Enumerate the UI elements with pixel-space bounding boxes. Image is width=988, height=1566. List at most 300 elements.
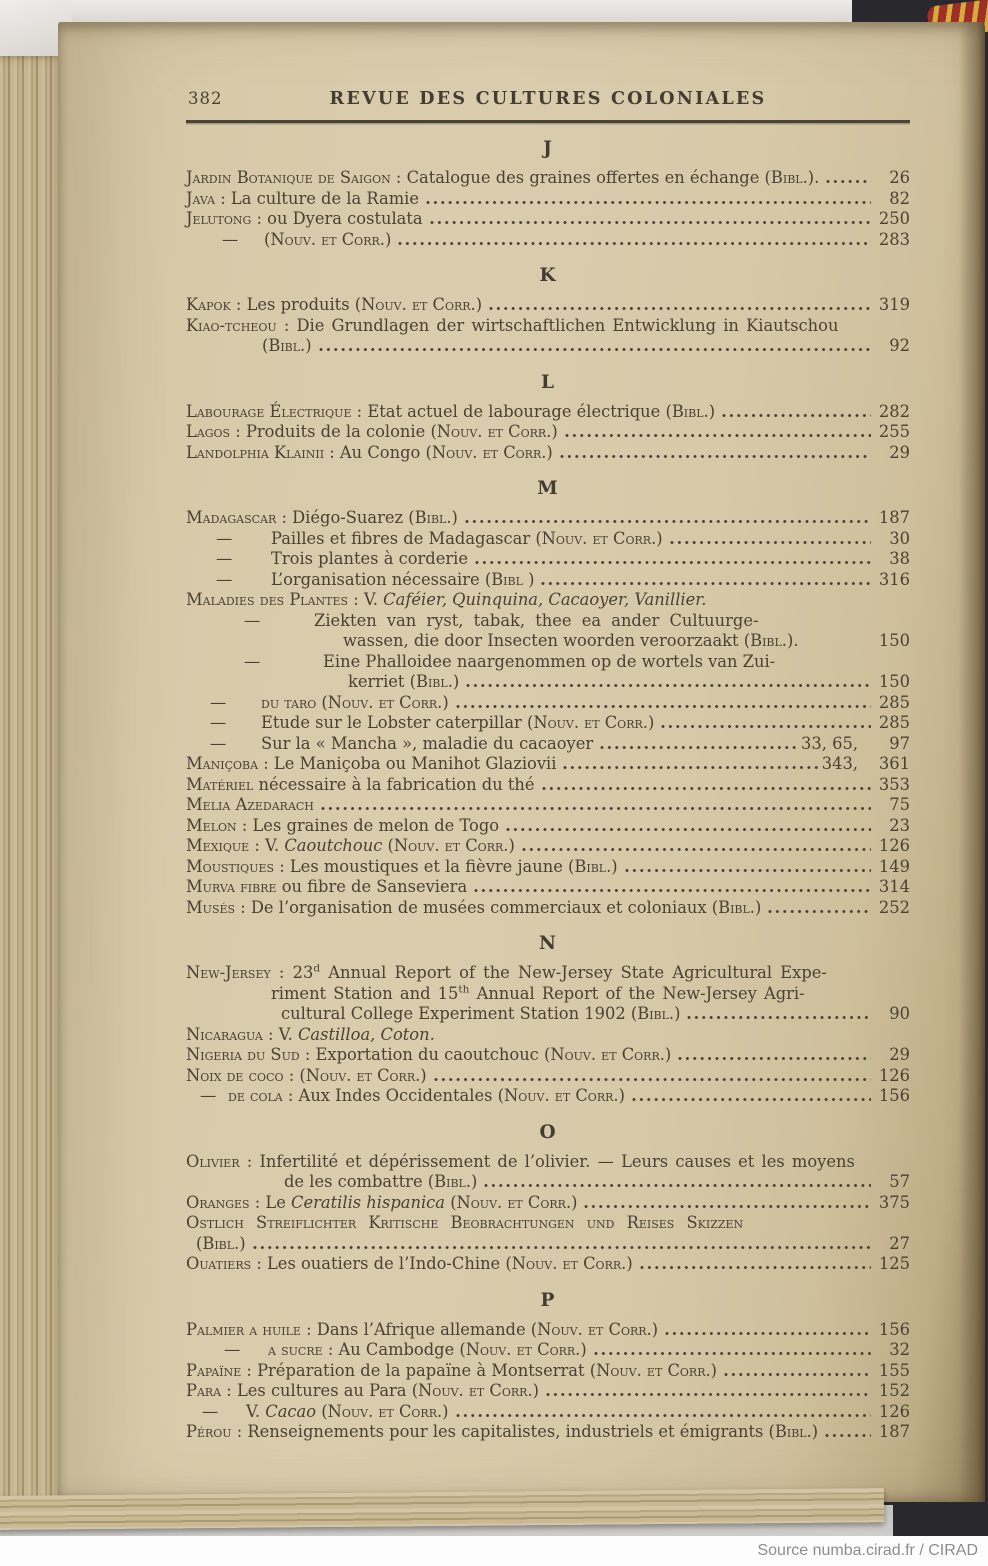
- page-number: 156: [878, 1086, 910, 1105]
- page-number: 57: [889, 1172, 910, 1191]
- index-entry-line: [186, 336, 910, 357]
- entry-segment: Olivier: [186, 1151, 240, 1171]
- entry-segment: Jelutong: [186, 209, 252, 228]
- dot-leader: [429, 219, 871, 226]
- entry-segment: :: [283, 1065, 300, 1085]
- page-number: 361: [878, 754, 910, 773]
- entry-segment: : 23: [270, 963, 314, 982]
- entry-segment: : V.: [249, 836, 285, 855]
- index-entry-line: [186, 422, 910, 443]
- entry-segment: (Bibl.): [768, 1422, 819, 1441]
- dot-leader: [599, 744, 798, 751]
- dot-leader: [505, 826, 871, 833]
- entry-segment: Palmier a huile: [186, 1319, 301, 1339]
- index-entry-line: [186, 402, 910, 423]
- entry-text: [186, 1320, 658, 1341]
- section-heading-K: K: [539, 265, 557, 286]
- section-heading-O: O: [539, 1121, 557, 1143]
- journal-title: REVUE DES CULTURES COLONIALES: [329, 88, 767, 109]
- entry-segment: Annual Report of the New-Jersey Agri-: [469, 983, 805, 1003]
- dot-leader: [397, 240, 871, 247]
- page-number: 285: [878, 692, 910, 712]
- dot-leader: [721, 412, 871, 419]
- entry-text: [271, 529, 663, 550]
- dash-marker: —: [244, 651, 261, 671]
- folio-page-number: 382: [188, 89, 223, 108]
- page-number: 314: [878, 877, 910, 896]
- index-entry-line: [186, 611, 910, 632]
- page-number: 125: [878, 1254, 910, 1273]
- index-entry-line: [186, 590, 910, 611]
- entry-segment: Pérou: [186, 1422, 232, 1441]
- entry-segment: Sur la « Mancha », maladie du cacaoyer: [261, 733, 594, 753]
- dot-leader: [825, 178, 871, 185]
- page-number: 92: [889, 336, 910, 355]
- entry-text: [264, 230, 391, 251]
- entry-text: [186, 1045, 671, 1066]
- entry-segment: Ostlich Streiflichter Kritische Beobrachtungen und Reises Skizzen: [186, 1213, 744, 1232]
- entry-segment: a sucre: [268, 1340, 323, 1359]
- entry-segment: Melia Azedarach: [186, 795, 314, 814]
- entry-text: [284, 1172, 477, 1193]
- entry-segment: L’organisation nécessaire: [271, 569, 485, 589]
- page-number: 150: [878, 631, 910, 650]
- running-header: [186, 88, 910, 113]
- entry-text: [271, 549, 468, 570]
- entry-text: [196, 1234, 246, 1255]
- dash-marker: —: [216, 549, 233, 568]
- page-number: 32: [889, 1340, 910, 1359]
- entry-segment: : Infertilité et dépérissement de l’olivier. — Leurs causes et les moyens: [239, 1151, 855, 1171]
- entry-text: [186, 1066, 427, 1087]
- index-entry-line: [186, 209, 910, 230]
- entry-segment: Landolphia Klainii: [186, 442, 325, 462]
- superscript-text: th: [458, 983, 470, 996]
- dot-leader: [545, 1391, 871, 1398]
- page-number: 156: [878, 1319, 910, 1339]
- entry-segment: (Nouv. et Corr.): [430, 422, 558, 441]
- index-entry-line: [186, 295, 910, 316]
- entry-segment: Melon: [186, 815, 237, 835]
- entry-segment: New-Jersey: [186, 963, 271, 982]
- entry-segment: (Nouv. et Corr.): [543, 1045, 672, 1064]
- entry-text: [186, 1381, 539, 1402]
- index-entry-line: [186, 877, 910, 898]
- index-entry-line: [186, 1361, 910, 1382]
- entry-text: [262, 336, 312, 357]
- entry-text: [261, 713, 654, 734]
- entry-text: [186, 590, 706, 611]
- entry-segment: Nicaragua: [186, 1024, 263, 1044]
- page-number: 187: [878, 1422, 910, 1441]
- entry-segment: V.: [246, 1401, 266, 1421]
- watermark-bar: [0, 1536, 988, 1566]
- entry-segment: Mexique: [186, 836, 250, 855]
- dash-marker: —: [224, 1340, 241, 1359]
- entry-segment: (Bibl.): [568, 856, 618, 876]
- page-number: 255: [878, 422, 910, 441]
- entry-segment: (Bibl.): [408, 508, 458, 527]
- page-number: 353: [878, 774, 910, 794]
- entry-text: [186, 209, 423, 230]
- page-number: 319: [878, 295, 910, 314]
- dot-leader: [474, 559, 871, 566]
- page-number: 285: [878, 713, 910, 732]
- entry-text: [186, 775, 535, 796]
- index-entry-line: [186, 754, 910, 775]
- entry-segment: Kiao-tcheou: [186, 315, 277, 335]
- italic-text: Ceratilis hispanica: [291, 1192, 451, 1212]
- entry-segment: (Nouv. et Corr.): [387, 836, 515, 855]
- italic-text: Cacao: [265, 1401, 322, 1421]
- page-number: 155: [878, 1360, 910, 1380]
- dot-leader: [483, 1182, 871, 1189]
- index-entry-line: [186, 1025, 910, 1046]
- page-number: 30: [889, 528, 910, 548]
- entry-segment: : Le: [249, 1192, 292, 1212]
- entry-segment: : Les produits: [230, 295, 355, 314]
- index-entry-line: [186, 316, 910, 337]
- entry-segment: Madagascar: [186, 508, 277, 527]
- dot-leader: [521, 846, 871, 853]
- entry-segment: Etude sur le Lobster caterpillar: [261, 713, 527, 732]
- entry-segment: : Exportation du caoutchouc: [299, 1045, 544, 1064]
- entry-segment: : Les graines de melon de Togo: [236, 815, 500, 835]
- dash-marker: —: [244, 610, 261, 630]
- entry-segment: (Nouv. et Corr.): [425, 442, 553, 462]
- index-entry-line: [186, 984, 910, 1005]
- dot-leader: [559, 453, 871, 460]
- entry-segment: (Bibl.): [427, 1172, 478, 1191]
- page-number: 250: [878, 209, 910, 228]
- dash-marker: —: [200, 1086, 217, 1105]
- entry-text: [186, 1152, 855, 1173]
- dash-marker: —: [210, 692, 227, 712]
- index-entry-line: [186, 1340, 910, 1361]
- dash-marker: —: [210, 713, 227, 732]
- entry-segment: : Dans l’Afrique allemande: [300, 1319, 531, 1339]
- dot-leader: [465, 682, 871, 689]
- entry-text: [261, 734, 593, 755]
- entry-segment: Nigeria du Sud: [186, 1045, 300, 1064]
- dot-leader: [455, 1412, 871, 1419]
- page-number: 375: [878, 1192, 910, 1212]
- entry-text: [228, 1086, 625, 1107]
- watermark-text: Source numba.cirad.fr / CIRAD: [757, 1542, 978, 1559]
- entry-segment: riment Station and 15: [271, 983, 459, 1003]
- entry-text: [343, 631, 799, 652]
- entry-text: [186, 1254, 633, 1275]
- index-entry-line: [186, 1045, 910, 1066]
- entry-text: [186, 963, 827, 984]
- entry-segment: : Aux Indes Occidentales: [282, 1086, 498, 1105]
- entry-segment: : Catalogue des graines offertes en échange: [390, 168, 765, 187]
- entry-segment: Trois plantes à corderie: [271, 549, 468, 568]
- section-heading-N: N: [539, 933, 557, 954]
- entry-segment: : ou Dyera costulata: [251, 209, 423, 228]
- index-entry-line: [186, 1066, 910, 1087]
- index-entry-line: [186, 168, 910, 189]
- printed-text-block: [186, 88, 910, 1443]
- page-number: 187: [878, 508, 910, 527]
- index-entry-line: [186, 1422, 910, 1443]
- entry-segment: (Nouv. et Corr.): [264, 229, 392, 249]
- book-page: [58, 22, 985, 1502]
- entry-segment: : Les ouatiers de l’Indo-Chine: [251, 1254, 506, 1273]
- entry-segment: Musés: [186, 897, 236, 917]
- entry-segment: Kapok: [186, 295, 231, 314]
- superscript-text: d: [313, 962, 321, 975]
- entry-segment: (Bibl.): [196, 1233, 246, 1253]
- entry-text: [348, 672, 459, 693]
- index-entry-line: [186, 775, 910, 796]
- dot-leader: [541, 785, 871, 792]
- index-entry-line: [186, 652, 910, 673]
- entry-text: [186, 443, 553, 464]
- page-number: 23: [889, 815, 910, 835]
- entry-text: [186, 168, 819, 189]
- page-number: 27: [889, 1233, 910, 1253]
- entry-segment: (Nouv. et Corr.): [354, 295, 483, 314]
- entry-text: [314, 611, 758, 632]
- extra-page-numbers: 33, 65,: [801, 733, 858, 753]
- dot-leader: [677, 1055, 871, 1062]
- entry-segment: Ziekten van ryst, tabak, thee ea ander Cultuurge-: [314, 610, 759, 630]
- dot-leader: [473, 887, 871, 894]
- index-entry-line: [186, 529, 910, 550]
- entry-text: [186, 754, 556, 775]
- entry-text: [186, 795, 314, 816]
- dot-leader: [488, 305, 871, 312]
- dot-leader: [669, 539, 871, 546]
- entry-segment: nécessaire à la fabrication du thé: [253, 774, 535, 794]
- page-number: 152: [878, 1381, 910, 1400]
- entry-segment: (Bibl.): [630, 1004, 681, 1023]
- index-entry-line: [186, 570, 910, 591]
- entry-text: [271, 570, 534, 591]
- dash-marker: —: [210, 733, 227, 753]
- dot-leader: [686, 1014, 871, 1021]
- index-entry-line: [186, 857, 910, 878]
- page-number: 126: [878, 836, 910, 855]
- entry-segment: Lagos: [186, 422, 231, 441]
- entry-text: [246, 1402, 449, 1423]
- page-number: 252: [878, 897, 910, 917]
- entry-segment: : La culture de la Ramie: [215, 188, 419, 208]
- entry-text: [271, 984, 805, 1005]
- entry-text: [186, 508, 458, 529]
- entry-segment: kerriet: [348, 672, 410, 691]
- section-heading-M: M: [537, 478, 559, 499]
- index-entry-line: [186, 549, 910, 570]
- dot-leader: [664, 1330, 871, 1337]
- dot-leader: [583, 1203, 871, 1210]
- entry-segment: Para: [186, 1381, 222, 1400]
- entry-segment: Maladies des Plantes: [186, 590, 349, 609]
- extra-page-numbers: 343,: [821, 754, 858, 773]
- dot-leader: [631, 1096, 871, 1103]
- entry-segment: de les combattre: [284, 1172, 428, 1191]
- page-number: 97: [889, 733, 910, 753]
- entry-segment: Pailles et fibres de Madagascar: [271, 528, 536, 548]
- entry-segment: Ouatiers: [186, 1254, 252, 1273]
- entry-segment: : Produits de la colonie: [230, 422, 431, 441]
- index-entry-line: [186, 1402, 910, 1423]
- entry-segment: (Nouv. et Corr.): [505, 1254, 633, 1273]
- page-number: 29: [889, 442, 910, 462]
- entry-segment: (Nouv. et Corr.): [411, 1381, 539, 1400]
- dot-leader: [767, 908, 871, 915]
- entry-text: [186, 1213, 743, 1234]
- entry-segment: Maniçoba: [186, 754, 259, 773]
- index-entry-line: [186, 898, 910, 919]
- entry-segment: (Nouv. et Corr.): [299, 1065, 427, 1085]
- page-number: 38: [889, 549, 910, 568]
- entry-segment: Eine Phalloidee naargenommen op de wortels van Zui-: [323, 651, 776, 671]
- page-number: 90: [889, 1004, 910, 1023]
- dot-leader: [723, 1371, 871, 1378]
- entry-segment: (Nouv. et Corr.): [321, 1401, 449, 1421]
- entry-segment: (Bibl.): [665, 401, 716, 421]
- entry-segment: (Nouv. et Corr.): [535, 528, 663, 548]
- entry-segment: (Bibl.).: [764, 168, 820, 187]
- italic-text: Caféier, Quinquina, Cacaoyer, Vanillier.: [383, 590, 707, 609]
- entry-segment: Noix de coco: [186, 1065, 284, 1085]
- index-content: [186, 138, 910, 1443]
- index-entry-line: [186, 1381, 910, 1402]
- index-entry-line: [186, 734, 910, 755]
- index-entry-line: [186, 693, 910, 714]
- dot-leader: [318, 346, 871, 353]
- entry-segment: : Les moustiques et la fièvre jaune: [274, 856, 569, 876]
- entry-segment: Labourage Électrique: [186, 401, 352, 421]
- dot-leader: [425, 199, 871, 206]
- dot-leader: [252, 1244, 871, 1251]
- section-heading-P: P: [540, 1289, 556, 1311]
- italic-text: Caoutchouc: [284, 836, 388, 855]
- entry-segment: Papaïne: [186, 1360, 242, 1380]
- dash-marker: —: [216, 569, 233, 589]
- entry-text: [186, 877, 467, 898]
- entry-text: [268, 1340, 587, 1361]
- dot-leader: [660, 723, 871, 730]
- dash-marker: —: [216, 528, 233, 548]
- entry-segment: du taro (Nouv. et Corr.): [261, 692, 449, 712]
- entry-segment: Oranges: [186, 1192, 250, 1212]
- index-entry-line: [186, 713, 910, 734]
- entry-segment: : Au Congo: [324, 442, 426, 462]
- index-entry-line: [186, 443, 910, 464]
- entry-text: [186, 1361, 717, 1382]
- index-entry-line: [186, 836, 910, 857]
- index-entry-line: [186, 230, 910, 251]
- dot-leader: [593, 1350, 871, 1357]
- entry-segment: (Bibl.): [409, 672, 460, 691]
- entry-segment: Java: [186, 188, 216, 208]
- entry-segment: (Nouv. et Corr.): [497, 1086, 625, 1105]
- entry-text: [186, 295, 482, 316]
- entry-text: [323, 652, 775, 673]
- dot-leader: [624, 867, 871, 874]
- dot-leader: [540, 580, 871, 587]
- entry-segment: : Le Maniçoba ou Manihot Glaziovii: [258, 754, 557, 773]
- entry-segment: : V.: [262, 1024, 298, 1044]
- page-edges-left: [0, 56, 66, 1526]
- page-number: 75: [889, 795, 910, 814]
- entry-segment: wassen, die door Insecten woorden veroorzaakt: [343, 631, 744, 650]
- dot-leader: [564, 432, 871, 439]
- page-number: 282: [878, 401, 910, 421]
- index-entry-line: [186, 1213, 910, 1234]
- entry-segment: : V.: [348, 590, 384, 609]
- entry-text: [186, 402, 715, 423]
- dot-leader: [455, 703, 871, 710]
- index-entry-line: [186, 816, 910, 837]
- dot-leader: [562, 764, 818, 771]
- index-entry-line: [186, 963, 910, 984]
- dot-leader: [639, 1264, 871, 1271]
- entry-text: [186, 422, 558, 443]
- page-number: 149: [878, 856, 910, 876]
- index-entry-line: [186, 1172, 910, 1193]
- index-entry-line: [186, 508, 910, 529]
- index-entry-line: [186, 1254, 910, 1275]
- dash-marker: —: [222, 229, 239, 249]
- index-entry-line: [186, 631, 910, 652]
- entry-segment: Matériel: [186, 774, 254, 794]
- entry-segment: de cola: [228, 1086, 283, 1105]
- entry-text: [186, 1193, 577, 1214]
- index-entry-line: [186, 1152, 910, 1173]
- section-heading-L: L: [540, 371, 555, 393]
- entry-segment: (Nouv. et Corr.): [589, 1360, 718, 1380]
- page-number: 82: [889, 188, 910, 208]
- page-number: 29: [889, 1045, 910, 1064]
- page-number: 126: [878, 1065, 910, 1085]
- entry-text: [186, 857, 618, 878]
- index-entry-line: [186, 1234, 910, 1255]
- entry-segment: : Diégo-Suarez: [276, 508, 409, 527]
- page-number: 126: [878, 1401, 910, 1421]
- index-entry-line: [186, 672, 910, 693]
- index-entry-line: [186, 1320, 910, 1341]
- entry-segment: (Bibl.).: [743, 631, 799, 650]
- entry-segment: : Renseignements pour les capitalistes, industriels et émigrants: [231, 1422, 769, 1441]
- index-entry-line: [186, 1193, 910, 1214]
- page-number: 150: [878, 672, 910, 691]
- entry-segment: Jardin Botanique de Saigon: [186, 168, 391, 187]
- dot-leader: [320, 805, 871, 812]
- entry-segment: (Bibl ): [484, 569, 535, 589]
- index-entry-line: [186, 795, 910, 816]
- italic-text: Castilloa, Coton.: [297, 1024, 435, 1044]
- entry-segment: ou fibre de Sanseviera: [276, 877, 468, 896]
- entry-text: [186, 189, 419, 210]
- entry-text: [261, 693, 449, 714]
- dot-leader: [464, 518, 871, 525]
- header-rule: [186, 120, 910, 123]
- entry-segment: Moustiques: [186, 856, 275, 876]
- gutter-shadow: [959, 22, 985, 1502]
- entry-segment: : Au Cambodge: [322, 1340, 460, 1359]
- entry-segment: (Nouv. et Corr.): [530, 1319, 659, 1339]
- page-number: 283: [878, 229, 910, 249]
- entry-segment: : Die Grundlagen der wirtschaftlichen Entwicklung in Kiautschou: [276, 315, 839, 335]
- dot-leader: [433, 1076, 871, 1083]
- section-heading-J: J: [543, 138, 553, 159]
- entry-segment: : Préparation de la papaïne à Montserrat: [241, 1360, 590, 1380]
- entry-segment: (Nouv. et Corr.): [459, 1340, 587, 1359]
